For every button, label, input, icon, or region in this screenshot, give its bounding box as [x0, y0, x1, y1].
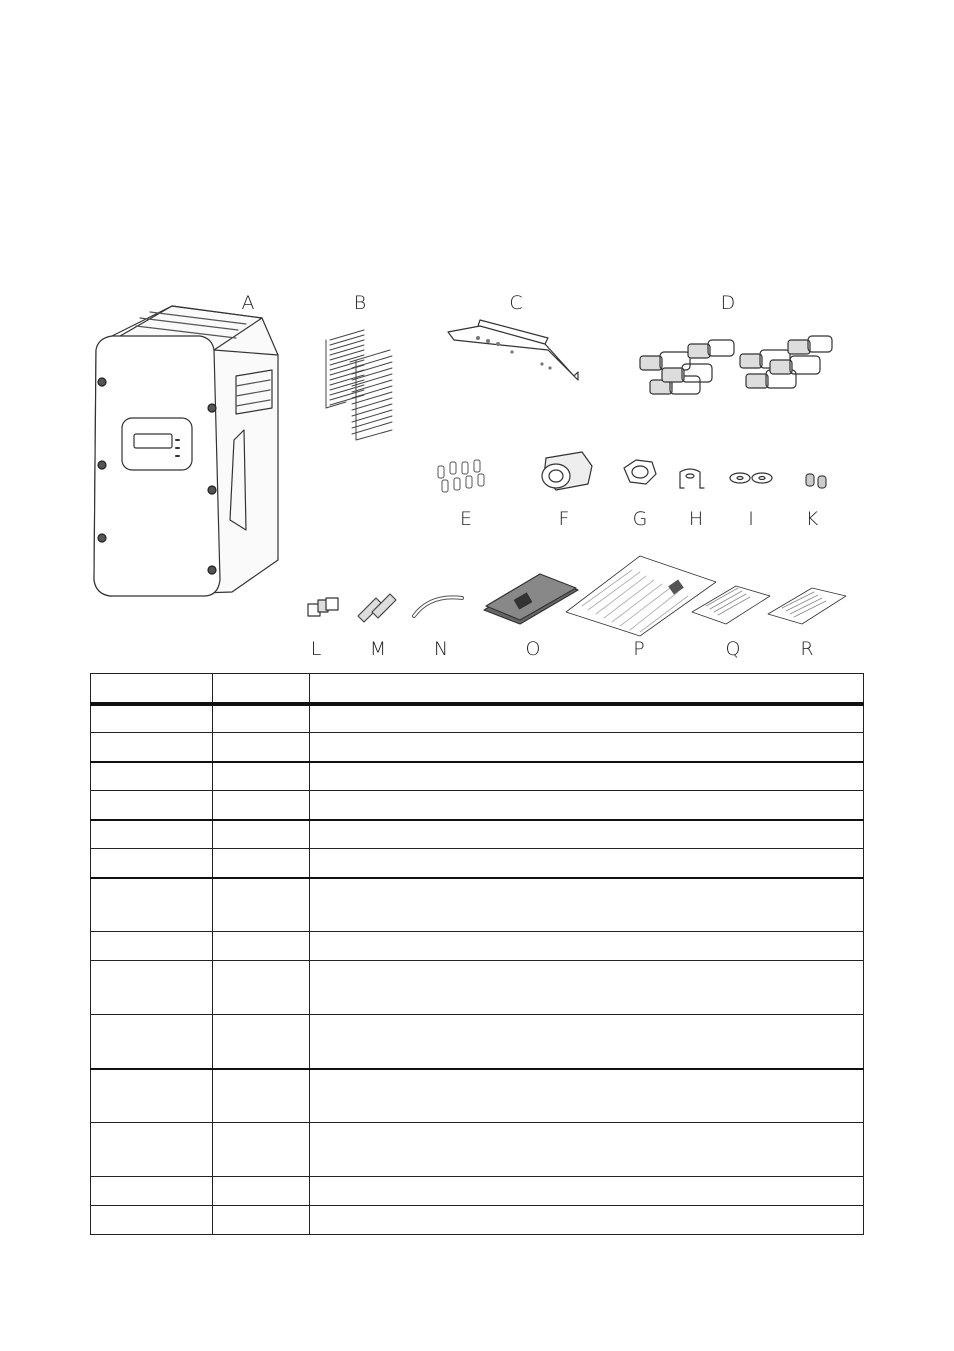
header-cell-quantity	[213, 674, 310, 704]
manual-booklet-drawing	[484, 574, 578, 624]
table-row	[91, 704, 864, 733]
table-cell	[310, 1177, 864, 1206]
figure-label-i: I	[748, 508, 754, 530]
figure-label-e: E	[459, 508, 473, 530]
table-cell	[213, 1206, 310, 1235]
table-cell	[213, 878, 310, 932]
figure-label-o: O	[525, 638, 541, 660]
figure-label-l: L	[310, 638, 322, 660]
bolts-drawing	[806, 474, 826, 488]
table-cell	[213, 1069, 310, 1123]
table-row	[91, 961, 864, 1015]
parts-illustration	[0, 0, 954, 670]
figure-label-c: C	[509, 292, 523, 314]
figure-label-a: A	[241, 292, 255, 314]
table-cell	[310, 733, 864, 762]
figure-label-m: M	[369, 638, 387, 660]
table-cell	[310, 1206, 864, 1235]
table-row	[91, 1206, 864, 1235]
figure-label-f: F	[558, 508, 570, 530]
screws-drawing	[438, 460, 484, 492]
installation-poster-drawing	[566, 556, 716, 636]
table-cell	[213, 849, 310, 878]
washers-drawing	[730, 473, 772, 483]
table-row	[91, 932, 864, 961]
table-cell	[91, 704, 213, 733]
jumpers-drawing	[308, 598, 338, 616]
figure-label-h: H	[688, 508, 704, 530]
table-row	[91, 820, 864, 849]
mounting-bracket-drawing	[448, 320, 578, 380]
table-cell	[91, 932, 213, 961]
table-cell	[213, 762, 310, 791]
table-cell	[213, 1015, 310, 1069]
table-cell	[213, 1123, 310, 1177]
table-cell	[310, 791, 864, 820]
table-cell	[213, 791, 310, 820]
table-row	[91, 1015, 864, 1069]
supplementary-sheet-drawing	[692, 586, 770, 624]
inverter-housing-drawing	[94, 306, 278, 596]
header-cell-position	[91, 674, 213, 704]
table-cell	[213, 704, 310, 733]
table-row	[91, 733, 864, 762]
table-cell	[91, 1206, 213, 1235]
table-cell	[91, 1177, 213, 1206]
table-row	[91, 878, 864, 932]
table-row	[91, 762, 864, 791]
table-cell	[213, 932, 310, 961]
table-cell	[213, 961, 310, 1015]
table-row	[91, 1069, 864, 1123]
table-row	[91, 1123, 864, 1177]
table-cell	[310, 1015, 864, 1069]
figure-label-n: N	[433, 638, 449, 660]
cable-gland-drawing	[542, 452, 592, 490]
table-cell	[91, 791, 213, 820]
table-cell	[310, 878, 864, 932]
scope-of-delivery-figure	[0, 0, 954, 670]
wall-plugs-drawing	[358, 594, 396, 622]
table-cell	[213, 1177, 310, 1206]
table-cell	[310, 932, 864, 961]
figure-label-g: G	[632, 508, 648, 530]
table-row	[91, 849, 864, 878]
table-cell	[310, 1069, 864, 1123]
counter-nut-drawing	[624, 460, 656, 484]
table-cell	[310, 849, 864, 878]
heat-sink-drawing	[326, 330, 392, 440]
clamp-drawing	[680, 469, 704, 488]
table-cell	[310, 1123, 864, 1177]
table-cell	[91, 733, 213, 762]
table-cell	[310, 762, 864, 791]
table-cell	[91, 878, 213, 932]
table-cell	[91, 961, 213, 1015]
certificate-sheet-drawing	[768, 588, 846, 624]
table-header-row	[91, 674, 864, 704]
figure-label-q: Q	[725, 638, 741, 660]
table-cell	[91, 762, 213, 791]
dc-connectors-drawing	[640, 336, 832, 394]
figure-label-k: K	[805, 508, 819, 530]
header-cell-designation	[310, 674, 864, 704]
table-cell	[91, 1123, 213, 1177]
table-cell	[91, 1015, 213, 1069]
table-row	[91, 791, 864, 820]
figure-label-p: P	[633, 638, 645, 660]
table-cell	[310, 704, 864, 733]
table-cell	[310, 961, 864, 1015]
table-cell	[91, 849, 213, 878]
cable-tube-drawing	[414, 597, 462, 616]
table-cell	[91, 820, 213, 849]
figure-label-r: R	[800, 638, 814, 660]
table-row	[91, 1177, 864, 1206]
figure-label-d: D	[720, 292, 736, 314]
table-cell	[213, 820, 310, 849]
table-cell	[91, 1069, 213, 1123]
figure-label-b: B	[353, 292, 367, 314]
table-cell	[310, 820, 864, 849]
scope-of-delivery-table	[90, 673, 864, 1235]
table-cell	[213, 733, 310, 762]
